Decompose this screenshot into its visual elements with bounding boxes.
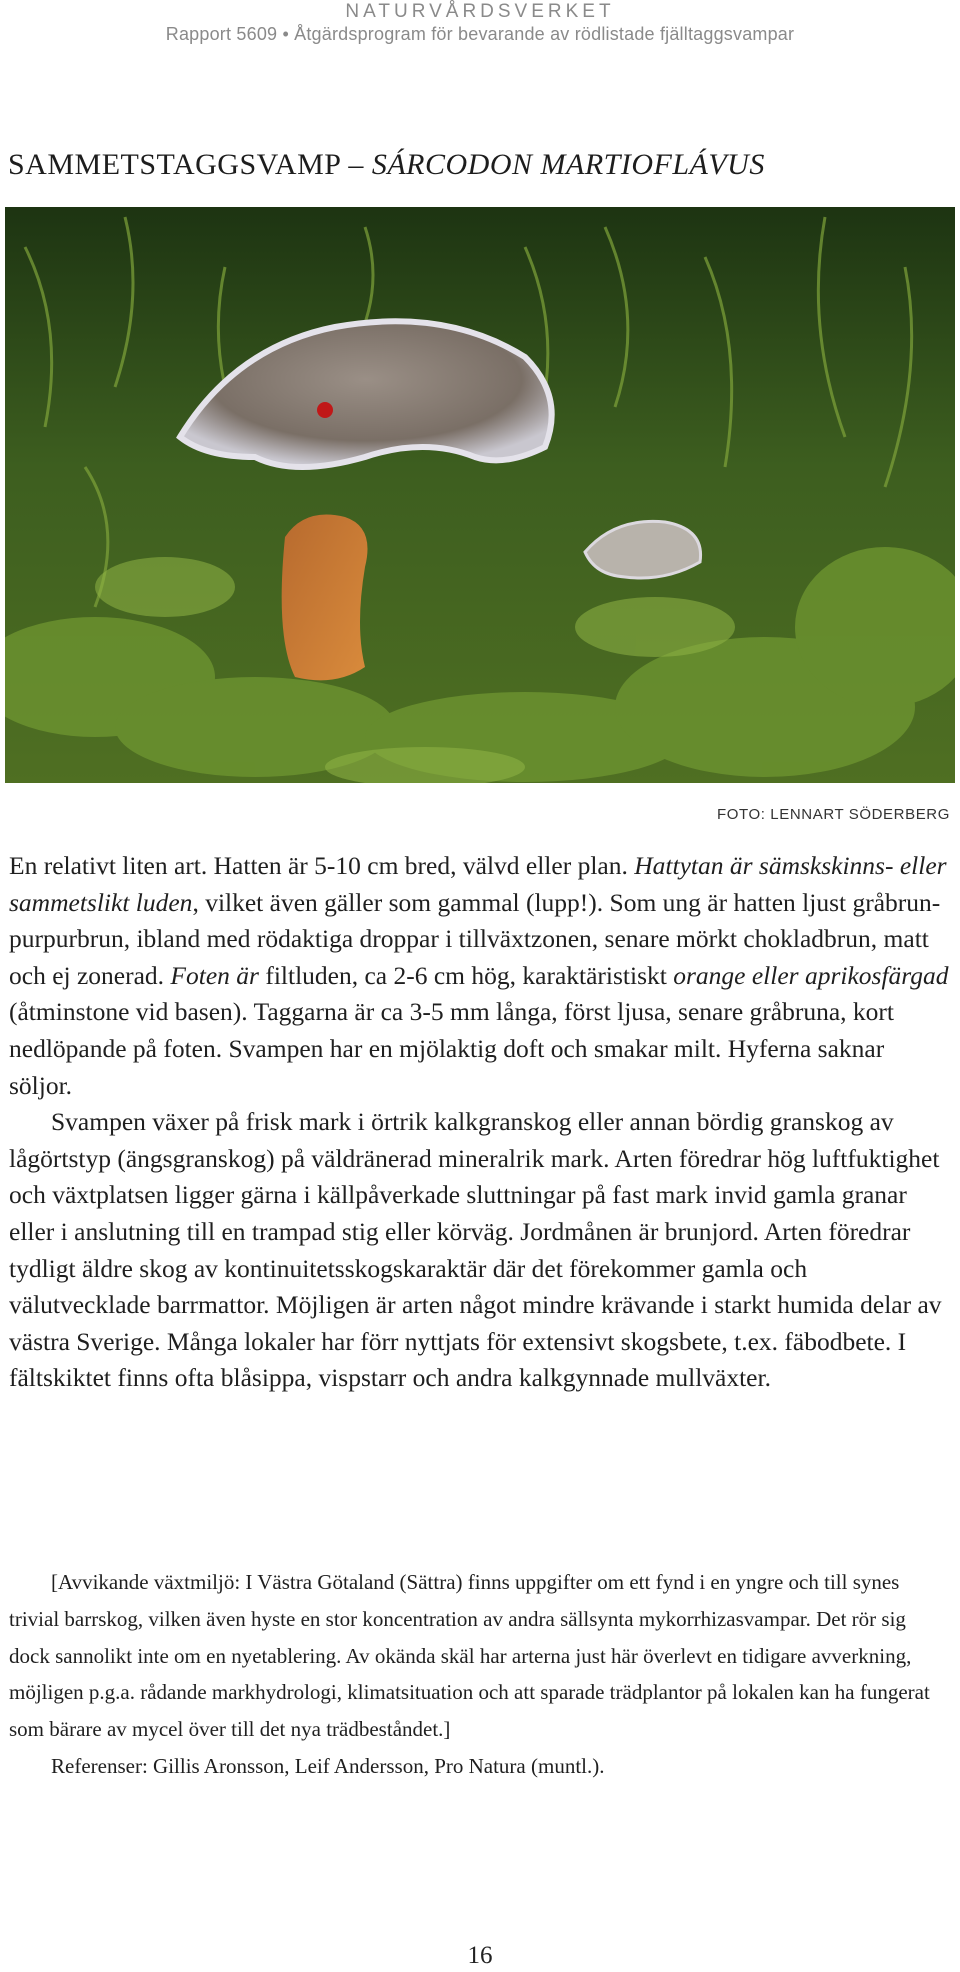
page-number: 16 xyxy=(467,1942,493,1969)
main-text xyxy=(9,848,949,1397)
paragraph-italic: orange eller aprikosfärgad xyxy=(673,960,949,990)
paragraph-italic: Foten är xyxy=(170,960,259,990)
header-organization: NATURVÅRDSVERKET xyxy=(345,1,615,22)
paragraph-italic: Hattytan är sämskskinns- eller sammetslikt luden xyxy=(9,851,947,917)
paragraph-text: En relativt liten art. Hatten är 5-10 cm bred, välvd eller plan. xyxy=(9,851,628,880)
paragraph-text: filtluden, ca 2-6 cm hög, karaktäristiskt xyxy=(265,960,667,990)
paragraph-text: , vilket även gäller som gammal (lupp!). Som ung är hatten ljust gråbrun-purpurbrun, ibland med rödaktiga droppar i tillväxtzonen, senare mörkt chokladbrun, matt och ej zonerad. xyxy=(9,887,941,990)
mushroom-photo xyxy=(5,207,955,783)
page-title xyxy=(8,148,765,182)
header-report-line: Rapport 5609 • Åtgärdsprogram för bevarande av rödlistade fjälltaggsvampar xyxy=(165,24,795,44)
photo-credit: FOTO: LENNART SÖDERBERG xyxy=(716,806,950,823)
paragraph-description xyxy=(9,848,949,1104)
habitat-note: [Avvikande växtmiljö: I Västra Götaland (Sättra) finns uppgifter om ett fynd i en yngre och till synes trivial barrskog, vilken även hyste en stor koncentration av andra sällsynta mykorrhizasvampar. Det rör sig dock sannolikt inte om en nyetablering. Av okända skäl har arterna just här överlevt en tidigare avverkning, möjligen p.g.a. rådande markhydrologi, klimatsituation och att sparade trädplantor på lokalen kan ha fungerat som bärare av mycel över till det nya trädbeståndet.] xyxy=(9,1570,930,1742)
note-block xyxy=(9,1564,949,1785)
title-common-name: SAMMETSTAGGSVAMP – xyxy=(8,148,364,181)
title-latin-name: SÁRCODON MARTIOFLÁVUS xyxy=(371,148,765,181)
mushroom-illustration xyxy=(5,207,955,783)
paragraph-habitat: Svampen växer på frisk mark i örtrik kalkgranskog eller annan bördig granskog av lågörtstyp (ängsgranskog) på väldränerad mineralrik mark. Arten föredrar hög luftfuktighet och växtplatsen ligger gärna i källpåverkade sluttningar på fast mark invid gamla granar eller i anslutning till en trampad stig eller körväg. Jordmånen är brunjord. Arten föredrar tydligt äldre skog av kontinuitetsskogskaraktär där det förekommer gamla och välutvecklade barrmattor. Möjligen är arten något mindre krävande i starkt humida delar av västra Sverige. Många lokaler har förr nyttjats för extensivt skogsbete, t.ex. fäbodbete. I fältskiktet finns ofta blåsippa, vispstarr och andra kalkgynnade mullväxter. xyxy=(9,1107,942,1393)
paragraph-text: (åtminstone vid basen). Taggarna är ca 3-5 mm långa, först ljusa, senare gråbruna, kort nedlöpande på foten. Svampen har en mjölaktig doft och smakar milt. Hyferna saknar söljor. xyxy=(9,997,894,1100)
references: Referenser: Gillis Aronsson, Leif Andersson, Pro Natura (muntl.). xyxy=(51,1753,605,1778)
